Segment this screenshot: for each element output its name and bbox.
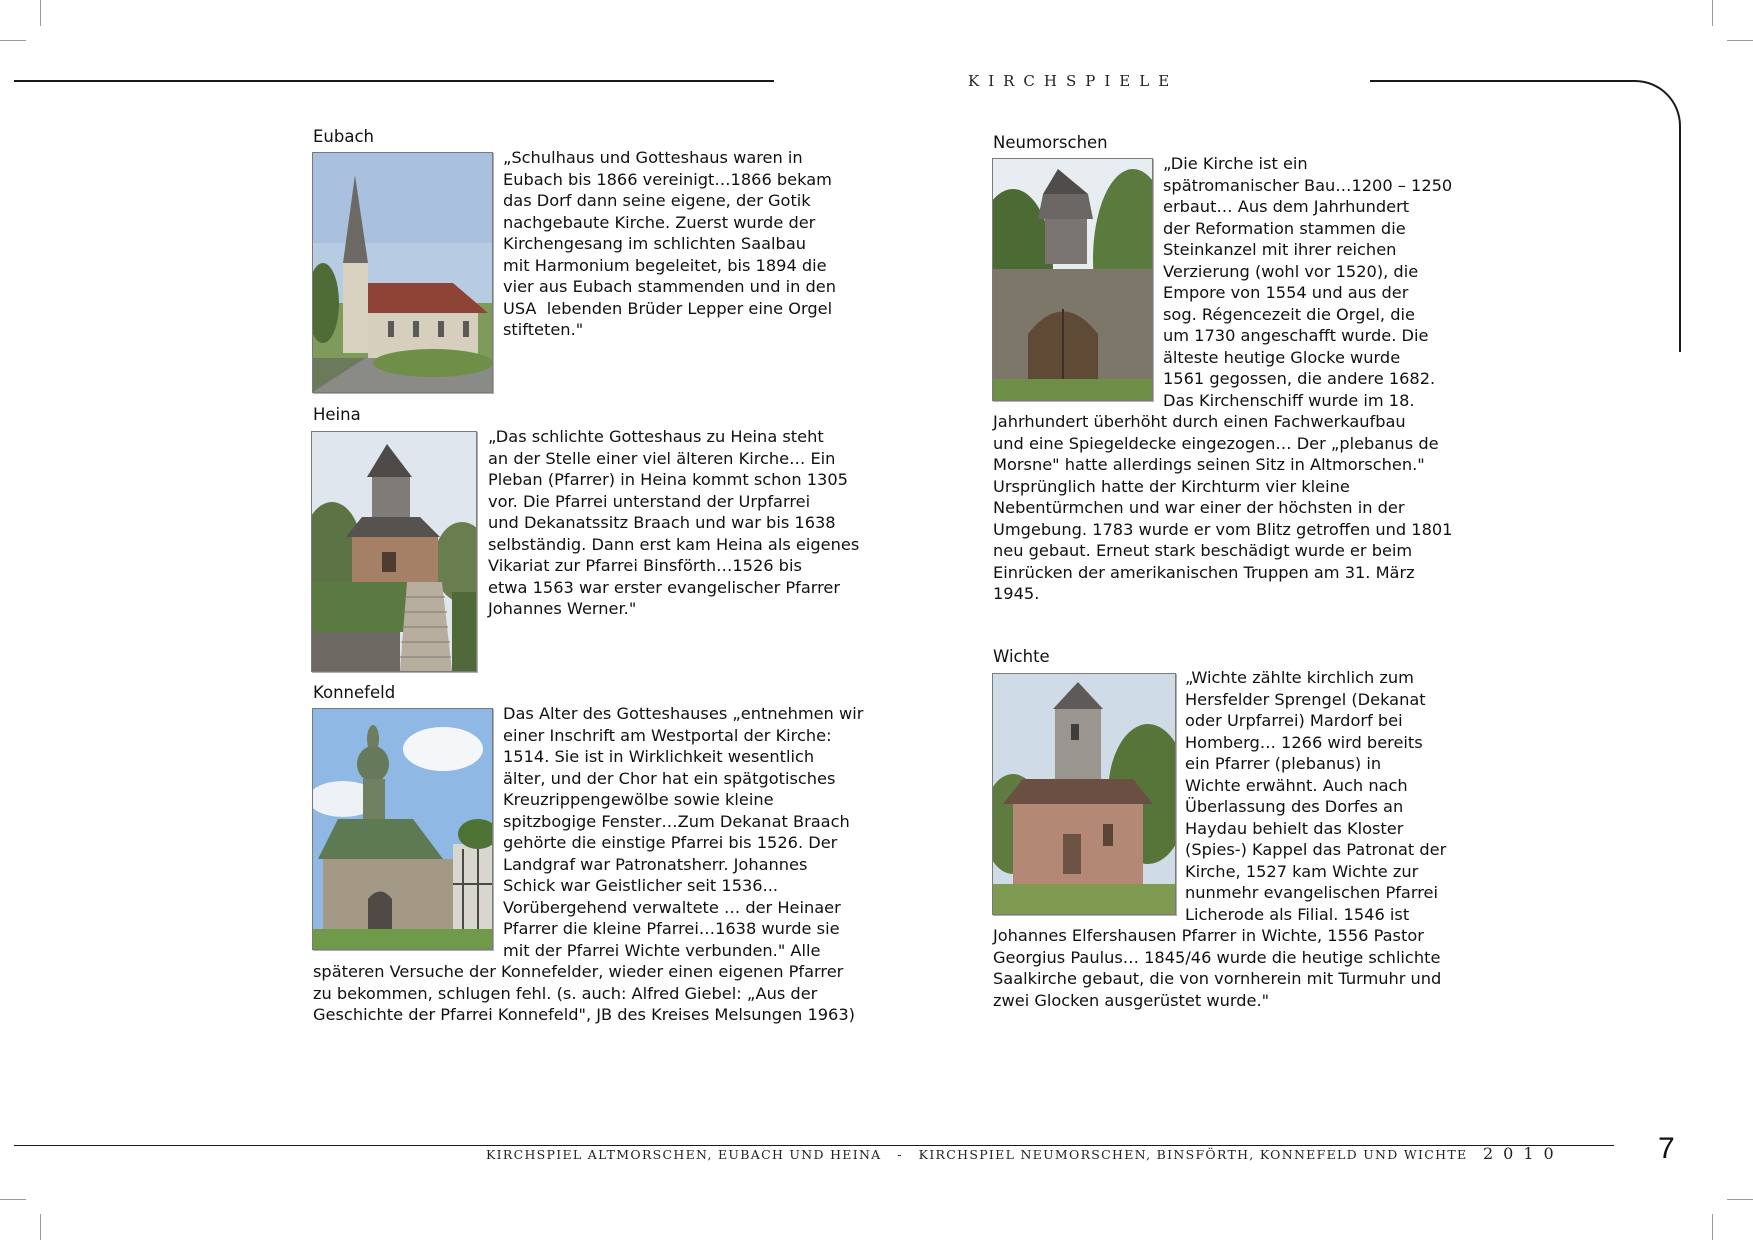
section-text-neumorschen: „Die Kirche ist ein spätromanischer Bau…1200 – 1250 erbaut… Aus dem Jahrhundert der Reformation stammen die Steinkanzel mit ihrer reichen Verzierung (wohl vor 1520), die Empore von 1554 und aus der sog. Régencezeit die Orgel, die um 1730 angeschafft wurde. Die älteste heutige Glocke wurde 1561 gegossen, die andere 1682. Das Kirchenschiff wurde im 18. [1163, 154, 1453, 410]
section-title-konnefeld: Konnefeld [313, 683, 396, 702]
section-title-eubach: Eubach [313, 127, 374, 146]
crop-mark [1712, 1214, 1713, 1240]
crop-mark [40, 1214, 41, 1240]
photo-neumorschen-church [992, 158, 1153, 401]
section-text-heina: „Das schlichte Gotteshaus zu Heina steht an der Stelle einer viel älteren Kirche… Ein Pleban (Pfarrer) in Heina kommt schon 1305 vor. Die Pfarrei unterstand der Urpfarrei und Dekanatssitz Braach und war bis 1638 selbständig. Dann erst kam Heina als eigenes Vikariat zur Pfarrei Binsförth…1526 bis etwa 1563 war erster evangelischer Pfarrer Johannes Werner." [488, 427, 860, 618]
section-text-konnefeld: Das Alter des Gotteshauses „entnehmen wir einer Inschrift am Westportal der Kirche: 1514. Sie ist in Wirklichkeit wesentlich älter, und der Chor hat ein spätgotisches Kreuzrippengewölbe sowie kleine spitzbogige Fenster…Zum Dekanat Braach gehörte die einstige Pfarrei bis 1526. Der Landgraf war Patronatsherr. Johannes Schick war Geistlicher seit 1536... Vorübergehend verwaltete … der Heinaer Pfarrer die kleine Pfarrei…1638 wurde sie mit der Pfarrei Wichte verbunden." Alle [503, 704, 864, 960]
crop-mark [0, 1199, 26, 1200]
section-text-neumorschen-continued: Jahrhundert überhöht durch einen Fachwerkaufbau und eine Spiegeldecke eingezogen… Der „plebanus de Morsne" hatte allerdings seinen Sitz in Altmorschen." Ursprünglich hatte der Kirchturm vier kleine Nebentürmchen und war einer der höchsten in der Umgebung. 1783 wurde er vom Blitz getroffen und 1801 neu gebaut. Erneut stark beschädigt wurde er beim Einrücken der amerikanischen Truppen am 31. März 1945. [993, 412, 1453, 603]
section-text-wichte-continued: Johannes Elfershausen Pfarrer in Wichte, 1556 Pastor Georgius Paulus… 1845/46 wurde die heutige schlichte Saalkirche gebaut, die von vornherein mit Turmuhr und zwei Glocken ausgerüstet wurde." [993, 926, 1442, 1010]
footer-caption: KIRCHSPIEL ALTMORSCHEN, EUBACH UND HEINA - KIRCHSPIEL NEUMORSCHEN, BINSFÖRTH, KONNEFELD UND WICHTE [486, 1147, 1468, 1162]
photo-heina-church [311, 431, 477, 672]
photo-konnefeld-church [312, 708, 493, 950]
header-title: KIRCHSPIELE [968, 72, 1179, 90]
section-text-wichte: „Wichte zählte kirchlich zum Hersfelder Sprengel (Dekanat oder Urpfarrei) Mardorf bei Homberg… 1266 wird bereits ein Pfarrer (plebanus) in Wichte erwähnt. Auch nach Überlassung des Dorfes an Haydau behielt das Kloster (Spies-) Kappel das Patronat der Kirche, 1527 kam Wichte zur nunmehr evangelischen Pfarrei Licherode als Filial. 1546 ist [1185, 668, 1447, 924]
crop-mark [40, 0, 41, 26]
crop-mark [1727, 1199, 1753, 1200]
section-text-konnefeld-continued: späteren Versuche der Konnefelder, wieder einen eigenen Pfarrer zu bekommen, schlugen fehl. (s. auch: Alfred Giebel: „Aus der Geschichte der Pfarrei Konnefeld", JB des Kreises Melsungen 1963) [313, 962, 855, 1024]
photo-eubach-church [312, 152, 493, 393]
crop-mark [1712, 0, 1713, 26]
footer-rule [14, 1145, 1614, 1146]
crop-mark [1727, 40, 1753, 41]
crop-mark [0, 40, 26, 41]
footer-year: 2010 [1483, 1144, 1564, 1163]
section-text-eubach: „Schulhaus und Gotteshaus waren in Eubach bis 1866 vereinigt…1866 bekam das Dorf dann seine eigene, der Gotik nachgebaute Kirche. Zuerst wurde der Kirchengesang im schlichten Saalbau mit Harmonium begeleitet, bis 1894 die vier aus Eubach stammenden und in den USA lebenden Brüder Lepper eine Orgel stifteten." [503, 148, 837, 339]
section-title-heina: Heina [313, 405, 361, 424]
page-number: 7 [1658, 1132, 1675, 1165]
header-rule-left [14, 80, 774, 82]
section-title-wichte: Wichte [993, 647, 1050, 666]
photo-wichte-church [992, 673, 1176, 915]
section-title-neumorschen: Neumorschen [993, 133, 1108, 152]
